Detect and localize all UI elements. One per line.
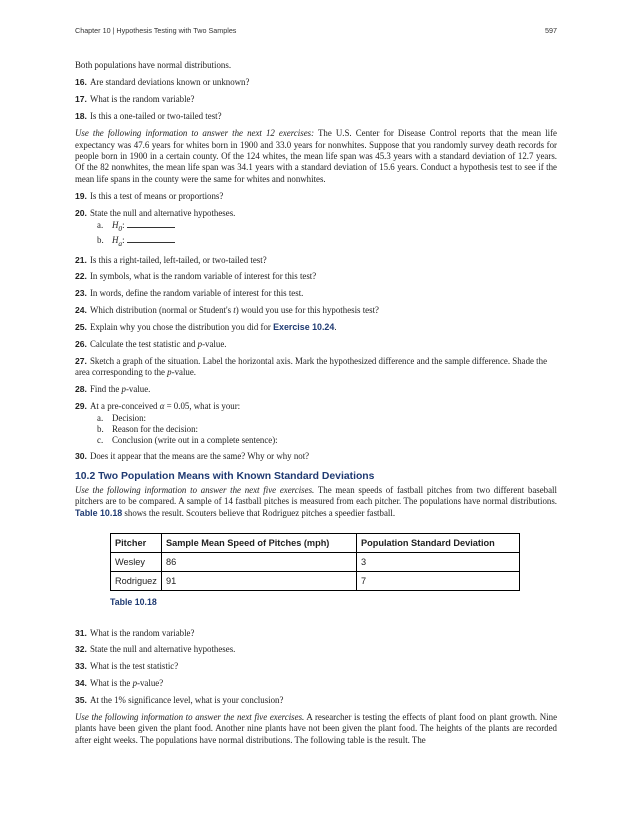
answer-blank[interactable] bbox=[127, 234, 175, 243]
exercise-27: 27. Sketch a graph of the situation. Label the horizontal axis. Mark the hypothesized difference and the sample difference. Shade the area corresponding to the p-value. bbox=[75, 355, 548, 378]
info-block-plant-food: Use the following information to answer the next five exercises. A researcher is testing the effects of plant food on plant growth. Nine plants have been given the plant food. Another nine plants have not been given the plant food. The heights of the plants are recorded after eight weeks. The populations have normal distributions. The following table is the result. The bbox=[75, 712, 558, 745]
table-cell: Rodriguez bbox=[111, 572, 162, 591]
page-number: 597 bbox=[545, 26, 557, 35]
table-row bbox=[111, 553, 520, 572]
sub-item: a. Decision: bbox=[97, 412, 147, 423]
table-header-row bbox=[111, 534, 520, 553]
exercise-31: 31. What is the random variable? bbox=[75, 627, 195, 638]
info-block-fastball: Use the following information to answer the next five exercises. The mean speeds of fastball pitches from two different baseball pitchers are to be compared. A sample of 14 fastball pitches is measured from each pitcher. The populations have normal distributions. Table 10.18 shows the result. Scouters believe that Rodriguez pitches a speedier fastball. bbox=[75, 484, 557, 518]
exercise-20: 20. State the null and alternative hypotheses. a. $H_0$: b. $H_a$: bbox=[75, 208, 557, 249]
intro-text: Both populations have normal distributions. bbox=[75, 60, 232, 70]
exercise-23: 23. In words, define the random variable of interest for this test. bbox=[75, 288, 304, 299]
exercise-34: 34. What is the p-value? bbox=[75, 678, 164, 689]
exercise-30: 30. Does it appear that the means are the same? Why or why not? bbox=[75, 451, 310, 462]
table-cell: 91 bbox=[162, 572, 357, 591]
sub-item: c. Conclusion (write out in a complete sentence): bbox=[97, 434, 278, 445]
pitcher-table bbox=[110, 533, 520, 591]
section-title: 10.2 Two Population Means with Known Standard Deviations bbox=[75, 470, 375, 482]
table-link[interactable]: Table 10.18 bbox=[75, 507, 123, 518]
exercise-24: 24. Which distribution (normal or Student's t) would you use for this hypothesis test? bbox=[75, 305, 379, 316]
exercise-link[interactable]: Exercise 10.24 bbox=[273, 322, 335, 333]
hypothesis-alternative: b. $H_a$: bbox=[97, 234, 557, 249]
exercise-29: 29. At a pre-conceived α = 0.05, what is your: a. Decision: b. Reason for the decision: c. Conclusion (write out in a complete sentence): bbox=[75, 401, 557, 445]
chapter-title: Chapter 10 | Hypothesis Testing with Two Samples bbox=[75, 26, 237, 35]
exercise-22: 22. In symbols, what is the random variable of interest for this test? bbox=[75, 271, 317, 282]
exercise-18: 18. Is this a one-tailed or two-tailed test? bbox=[75, 111, 222, 122]
exercise-16: 16. Are standard deviations known or unknown? bbox=[75, 77, 250, 88]
table-cell: 3 bbox=[357, 553, 520, 572]
exercise-33: 33. What is the test statistic? bbox=[75, 661, 179, 672]
exercise-21: 21. Is this a right-tailed, left-tailed, or two-tailed test? bbox=[75, 254, 267, 265]
sub-item: b. Reason for the decision: bbox=[97, 423, 199, 434]
exercise-32: 32. State the null and alternative hypotheses. bbox=[75, 644, 236, 655]
info-block-life-expectancy: Use the following information to answer the next 12 exercises: The U.S. Center for Disease Control reports that the mean life expectancy was 47.6 years for whites born in 1900 and 33.0 years for nonwhites. Suppose that you randomly survey death records for people born in 1900 in a certain county. Of the 124 whites, the mean life span was 45.3 years with a standard deviation of 12.7 years. Of the 82 nonwhites, the mean life span was 34.1 years with a standard deviation of 15.6 years. Conduct a hypothesis test to see if the mean life spans in the county were the same for whites and nonwhites. bbox=[75, 128, 557, 184]
table-cell: 86 bbox=[162, 553, 357, 572]
column-header: Pitcher bbox=[111, 534, 162, 553]
answer-blank[interactable] bbox=[127, 219, 175, 228]
table-cell: 7 bbox=[357, 572, 520, 591]
hypothesis-null: a. $H_0$: bbox=[97, 219, 557, 234]
exercise-26: 26. Calculate the test statistic and p-value. bbox=[75, 339, 227, 350]
column-header: Sample Mean Speed of Pitches (mph) bbox=[162, 534, 357, 553]
exercise-25: 25. Explain why you chose the distribution you did for Exercise 10.24. bbox=[75, 322, 337, 333]
page-header bbox=[75, 26, 557, 35]
table-caption: Table 10.18 bbox=[110, 597, 157, 608]
column-header: Population Standard Deviation bbox=[357, 534, 520, 553]
exercise-28: 28. Find the p-value. bbox=[75, 384, 151, 395]
table-cell: Wesley bbox=[111, 553, 162, 572]
exercise-19: 19. Is this a test of means or proportions? bbox=[75, 191, 224, 202]
table-row bbox=[111, 572, 520, 591]
exercise-17: 17. What is the random variable? bbox=[75, 94, 195, 105]
exercise-35: 35. At the 1% significance level, what is your conclusion? bbox=[75, 695, 284, 706]
page-content bbox=[75, 60, 557, 752]
